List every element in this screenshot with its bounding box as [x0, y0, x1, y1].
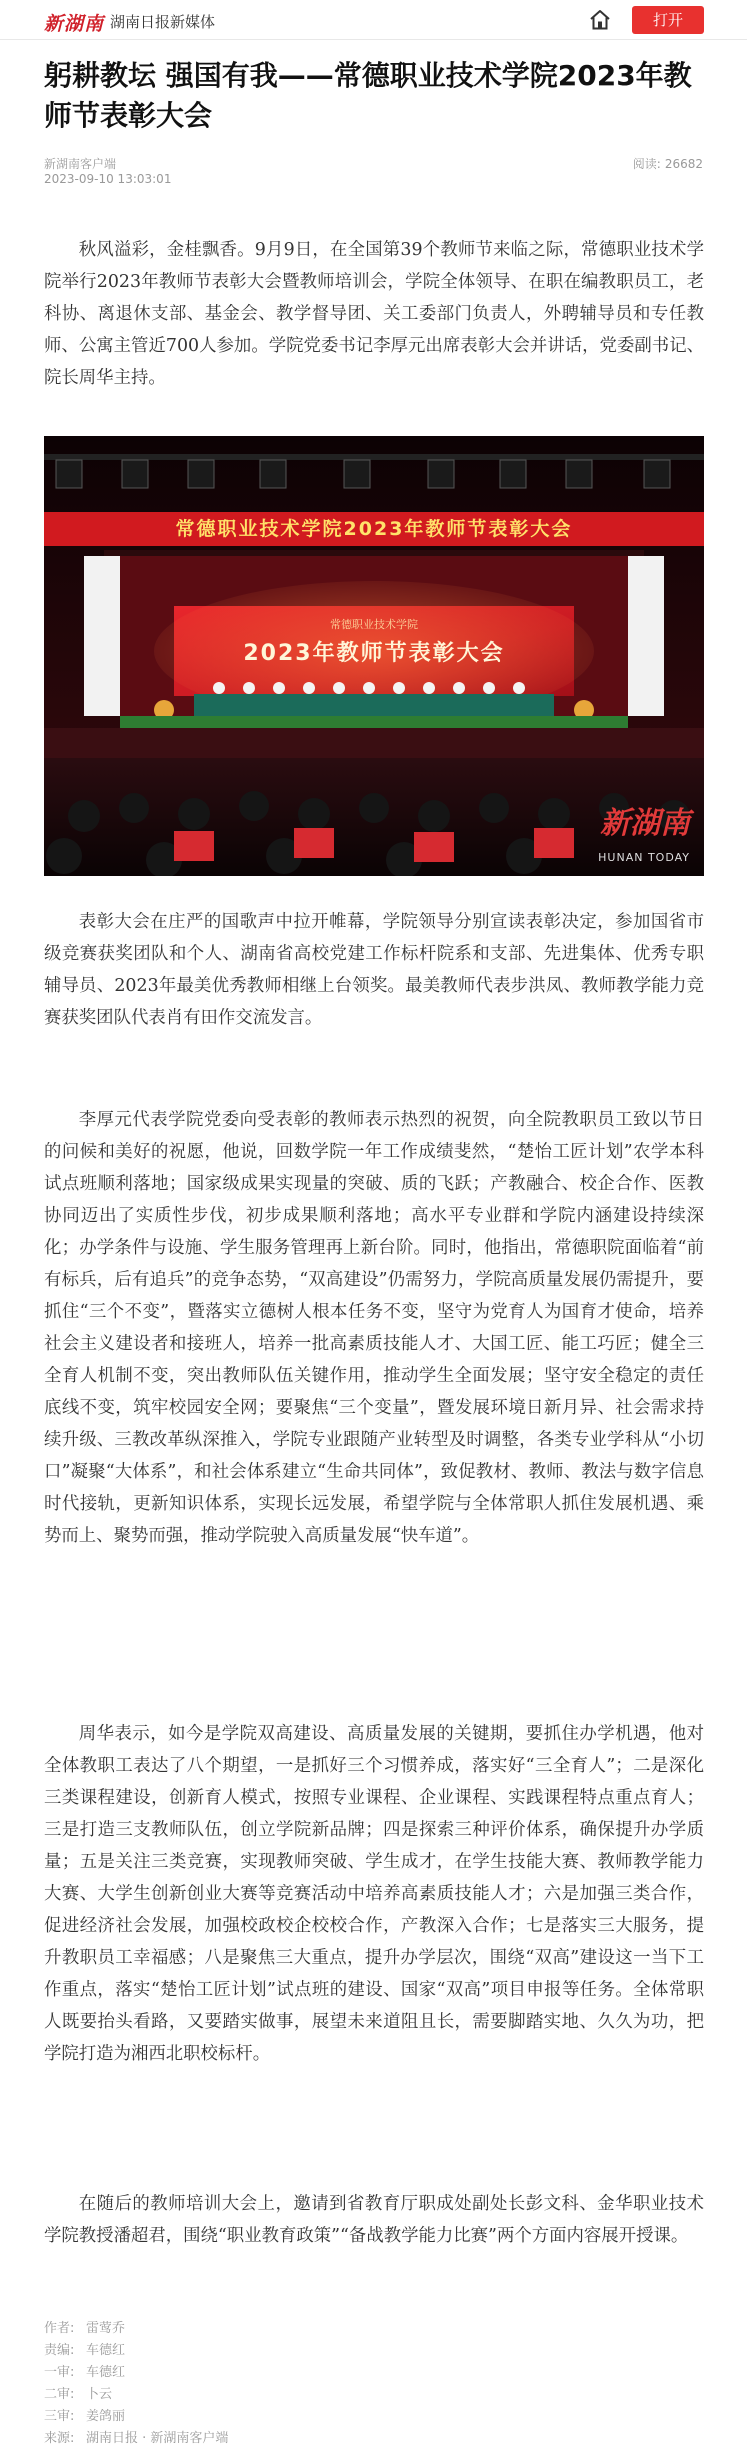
credit-review-2: 二审: 卜云 — [44, 2387, 113, 2402]
read-count-value: 26682 — [664, 157, 703, 171]
article-time: 2023-09-10 13:03:01 — [44, 172, 172, 186]
article-paragraph: 秋风溢彩，金桂飘香。9月9日，在全国第39个教师节来临之际，常德职业技术学院举行2023年教师节表彰大会暨教师培训会，学院全体领导、在职在编教职员工，老科协、离退休支部、基金会、教学督导团、关工委部门负责人，外聘辅导员和专任教师、公寓主管近700人参加。学院党委书记李厚元出席表彰大会并讲话，党委副书记、院长周华主持。 — [44, 240, 704, 388]
top-bar — [0, 0, 747, 40]
app-logo[interactable]: 新湖南 — [44, 13, 105, 35]
screen-small-text: 常德职业技术学院 — [330, 618, 418, 631]
open-app-button[interactable]: 打开 — [632, 6, 704, 34]
brand-name: 湖南日报新媒体 — [110, 13, 216, 31]
credit-review-3: 三审: 姜鸽丽 — [44, 2409, 126, 2424]
article-paragraph: 在随后的教师培训大会上，邀请到省教育厅职成处副处长彭文科、金华职业技术学院教授潘超君，围绕“职业教育政策”“备战教学能力比赛”两个方面内容展开授课。 — [44, 2194, 704, 2246]
banner-text: 常德职业技术学院2023年教师节表彰大会 — [175, 518, 573, 540]
read-count-label: 阅读: — [632, 157, 661, 171]
home-icon[interactable] — [588, 8, 612, 32]
article-paragraph: 周华表示，如今是学院双高建设、高质量发展的关键期，要抓住办学机遇，他对全体教职工表达了八个期望，一是抓好三个习惯养成，落实好“三全育人”；二是深化三类课程建设，创新育人模式，按照专业课程、企业课程、实践课程特点重点育人；三是打造三支教师队伍，创立学院新品牌；四是探索三种评价体系，确保提升办学质量；五是关注三类竞赛，实现教师突破、学生成才，在学生技能大赛、教师教学能力大赛、大学生创新创业大赛等竞赛活动中培养高素质技能人才；六是加强三类合作，促进经济社会发展，加强校政校企校校合作，产教深入合作；七是落实三大服务，提升教职员工幸福感；八是聚焦三大重点，提升办学层次，围绕“双高”建设这一当下工作重点，落实“楚怡工匠计划”试点班的建设、国家“双高”项目申报等任务。全体常职人既要抬头看路，又要踏实做事，展望未来道阻且长，需要脚踏实地、久久为功，把学院打造为湘西北职校标杆。 — [44, 1724, 704, 2064]
screen-main-text: 2023年教师节表彰大会 — [243, 641, 505, 666]
article-paragraph: 表彰大会在庄严的国歌声中拉开帷幕，学院领导分别宣读表彰决定，参加国省市级竞赛获奖团队和个人、湖南省高校党建工作标杆院系和支部、先进集体、优秀专职辅导员、2023年最美优秀教师相继上台领奖。最美教师代表步洪凤、教师教学能力竞赛获奖团队代表肖有田作交流发言。 — [44, 912, 704, 1028]
article-paragraph: 李厚元代表学院党委向受表彰的教师表示热烈的祝贺，向全院教职员工致以节日的问候和美好的祝愿，他说，回数学院一年工作成绩斐然，“楚怡工匠计划”农学本科试点班顺利落地；国家级成果实现量的突破、质的飞跃；产教融合、校企合作、医教协同迈出了实质性步伐，初步成果顺利落地；高水平专业群和学院内涵建设持续深化；办学条件与设施、学生服务管理再上新台阶。同时，他指出，常德职院面临着“前有标兵，后有追兵”的竞争态势，“双高建设”仍需努力，学院高质量发展仍需提升，要抓住“三个不变”，暨落实立德树人根本任务不变，坚守为党育人为国育才使命，培养社会主义建设者和接班人，培养一批高素质技能人才、大国工匠、能工巧匠；健全三全育人机制不变，突出教师队伍关键作用，推动学生全面发展；坚守安全稳定的责任底线不变，筑牢校园安全网；要聚焦“三个变量”，暨发展环境日新月异、社会需求持续升级、三教改革纵深推入，学院专业跟随产业转型及时调整，各类专业学科从“小切口”凝聚“大体系”，和社会体系建立“生命共同体”，致促教材、教师、教法与数字信息时代接轨，更新知识体系，实现长远发展，希望学院与全体常职人抓住发展机遇、乘势而上、聚势而强，推动学院驶入高质量发展“快车道”。 — [44, 1110, 704, 1546]
credit-source: 来源: 湖南日报 · 新湖南客户端 — [44, 2431, 229, 2446]
credit-editor: 责编: 车德红 — [44, 2343, 126, 2358]
article-title: 躬耕教坛 强国有我——常德职业技术学院2023年教师节表彰大会 — [44, 59, 692, 132]
photo-watermark: 新湖南 — [600, 806, 690, 841]
article-credits — [44, 2318, 228, 2450]
credit-author: 作者: 雷莺乔 — [44, 2321, 126, 2336]
article-source: 新湖南客户端 — [44, 157, 117, 171]
photo-watermark-en: HUNAN TODAY — [598, 851, 690, 864]
credit-review-1: 一审: 车德红 — [44, 2365, 126, 2380]
article-photo[interactable] — [44, 436, 704, 876]
read-count — [633, 155, 703, 172]
